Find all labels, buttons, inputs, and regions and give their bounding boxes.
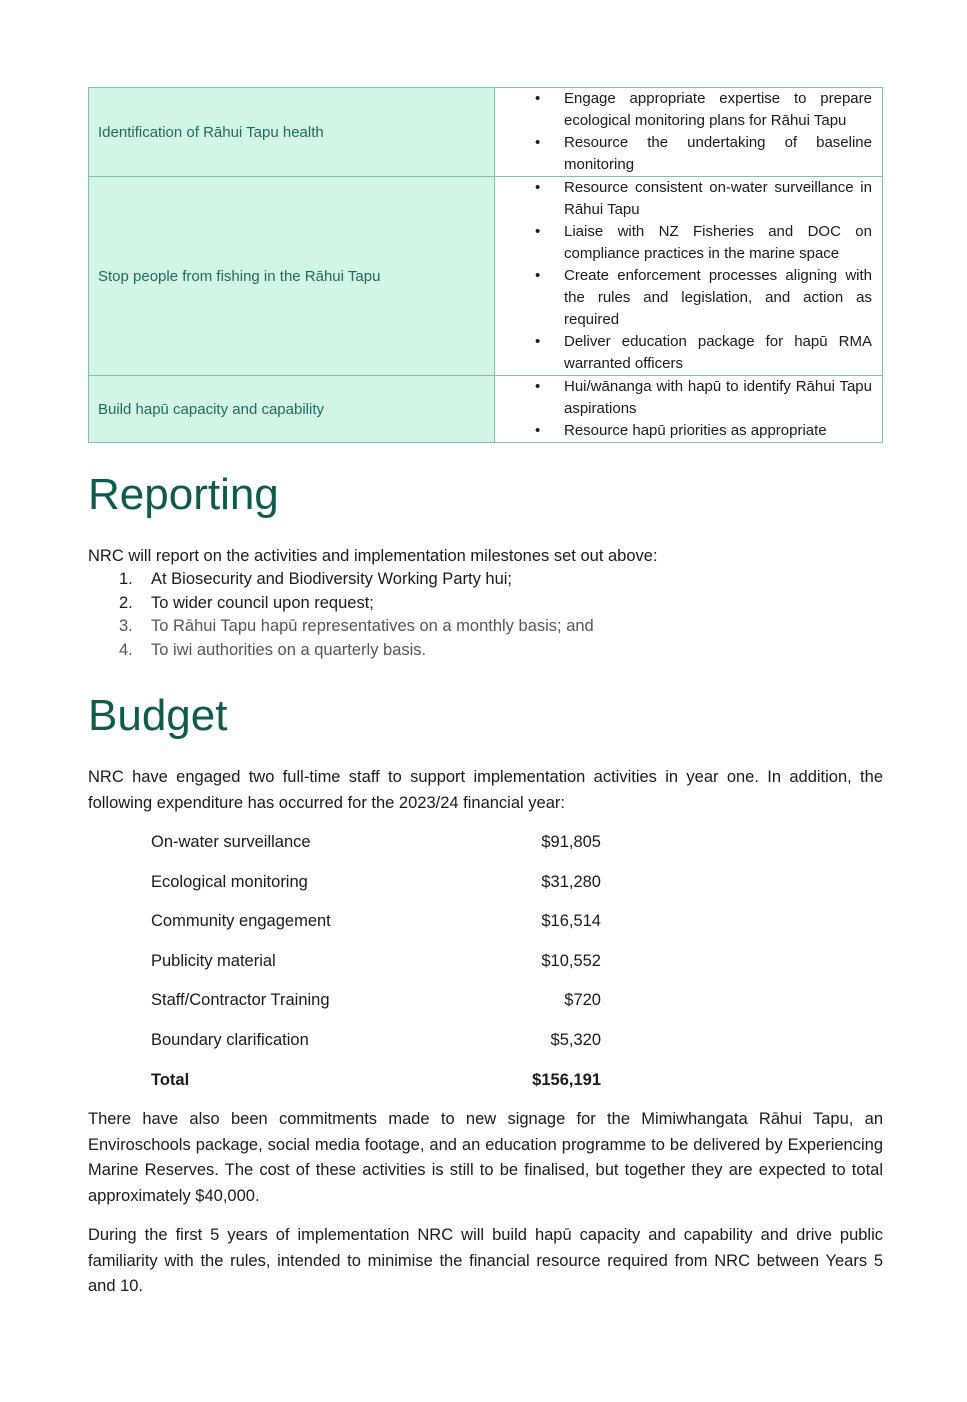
budget-paragraph-2: During the first 5 years of implementation NRC will build hapū capacity and capability and drive public familiarity with the rules, intended to minimise the financial resource required from NRC between Years 5 and 10. <box>88 1226 883 1295</box>
reporting-heading: Reporting <box>88 470 279 519</box>
objective-cell: Stop people from fishing in the Rāhui Tapu <box>89 177 495 376</box>
list-number: 2. <box>119 593 133 612</box>
budget-row <box>151 987 601 1027</box>
budget-amount: $5,320 <box>550 1030 601 1049</box>
budget-heading: Budget <box>88 691 228 740</box>
actions-cell <box>495 376 883 443</box>
table-row <box>89 88 883 177</box>
budget-row <box>151 908 601 948</box>
budget-row <box>151 1027 601 1067</box>
list-item: • Deliver education package for hapū RMA warranted officers <box>495 331 872 375</box>
list-number: 4. <box>119 641 133 660</box>
list-item-text: To iwi authorities on a quarterly basis. <box>151 641 427 660</box>
budget-row <box>151 829 601 869</box>
list-number: 1. <box>119 570 133 588</box>
list-item: • Liaise with NZ Fisheries and DOC on compliance practices in the marine space <box>495 221 872 265</box>
table-row <box>89 177 883 376</box>
budget-total-amount: $156,191 <box>532 1070 601 1089</box>
budget-label: On-water surveillance <box>151 833 311 851</box>
actions-list <box>495 376 872 442</box>
budget-amount: $31,280 <box>541 872 601 891</box>
objectives-table <box>88 87 883 443</box>
list-item <box>88 592 594 616</box>
list-item <box>88 615 594 639</box>
list-item-text: To Rāhui Tapu hapū representatives on a monthly basis; and <box>151 617 594 636</box>
objective-cell: Identification of Rāhui Tapu health <box>89 88 495 177</box>
budget-label: Community engagement <box>151 912 331 931</box>
budget-row <box>151 869 601 909</box>
budget-paragraph-1: There have also been commitments made to new signage for the Mimiwhangata Rāhui Tapu, an Enviroschools package, social media footage, and an education programme to be delivered by Experiencing Marine Reserves. The cost of these activities is still to be finalised, but together they are expected to total approximately $40,000. <box>88 1110 883 1205</box>
table-row <box>89 376 883 443</box>
reporting-intro: NRC will report on the activities and implementation milestones set out above: <box>88 547 658 565</box>
actions-cell <box>495 177 883 376</box>
list-item <box>88 639 594 663</box>
list-item-text: To wider council upon request; <box>151 593 374 612</box>
list-item <box>88 568 594 592</box>
budget-amount: $16,514 <box>541 912 601 931</box>
budget-amount: $720 <box>564 991 601 1010</box>
list-item: • Resource consistent on-water surveillance in Rāhui Tapu <box>495 177 872 221</box>
list-item-text: At Biosecurity and Biodiversity Working Party hui; <box>151 570 513 588</box>
list-number: 3. <box>119 617 133 636</box>
actions-list <box>495 88 872 176</box>
budget-label: Staff/Contractor Training <box>151 991 330 1010</box>
objective-cell: Build hapū capacity and capability <box>89 376 495 443</box>
actions-cell <box>495 88 883 177</box>
budget-total-row <box>151 1067 601 1107</box>
budget-row <box>151 948 601 988</box>
list-item: • Engage appropriate expertise to prepare ecological monitoring plans for Rāhui Tapu <box>495 88 872 132</box>
budget-total-label: Total <box>151 1070 190 1089</box>
list-item: • Create enforcement processes aligning with the rules and legislation, and action as required <box>495 265 872 331</box>
list-item: • Hui/wānanga with hapū to identify Rāhui Tapu aspirations <box>495 376 872 420</box>
budget-label: Ecological monitoring <box>151 872 308 891</box>
list-item: • Resource hapū priorities as appropriate <box>495 420 872 442</box>
budget-label: Boundary clarification <box>151 1030 309 1049</box>
budget-table <box>151 829 601 1106</box>
budget-amount: $10,552 <box>541 951 601 970</box>
budget-intro: NRC have engaged two full-time staff to support implementation activities in year one. In addition, the following expenditure has occurred for the 2023/24 financial year: <box>88 768 883 812</box>
reporting-list <box>88 568 594 663</box>
actions-list <box>495 177 872 375</box>
list-item: • Resource the undertaking of baseline monitoring <box>495 132 872 176</box>
budget-label: Publicity material <box>151 951 276 970</box>
budget-amount: $91,805 <box>541 833 601 851</box>
